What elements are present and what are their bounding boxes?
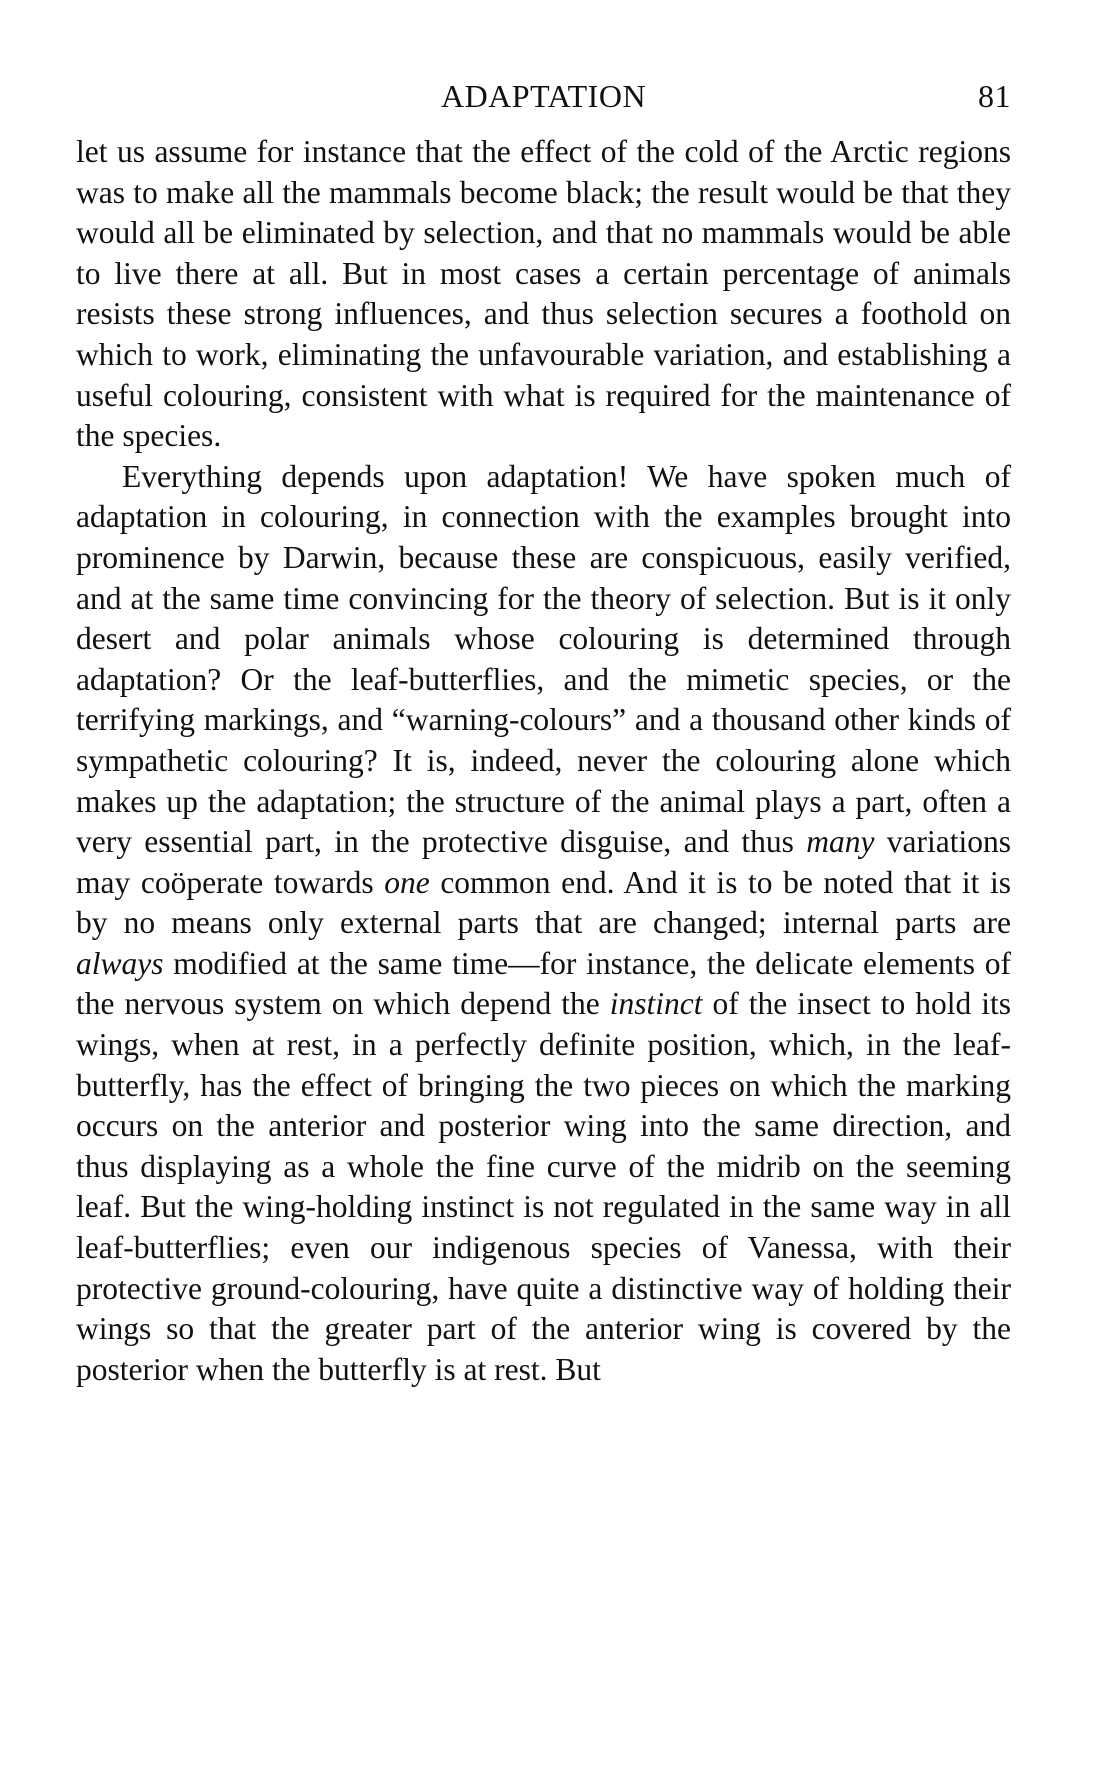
- paragraph-2-text-part-2: variations may coöperate towards: [76, 824, 1012, 900]
- running-header: [76, 78, 1011, 132]
- paragraph-2-text-part-4: modified at the same time—for instance, the delicate elements of the nervous system on which depend the: [76, 945, 1011, 1022]
- paragraph-1-text: let us assume for instance that the effect of the cold of the Arctic regions was to make all the mammals become black; the result would be that they would all be eliminated by selection, and that no mammals would be able to live there at all. But in most cases a certain percentage of animals resists these strong influences, and thus selection secures a foothold on which to work, eliminating the unfavourable variation, and establishing a useful colouring, consistent with what is required for the maintenance of the species.: [76, 134, 1011, 454]
- page-number: 81: [978, 78, 1011, 114]
- paragraph-adaptation: [76, 457, 1011, 1391]
- paragraph-2-text-part-1: Everything depends upon adaptation! We have spoken much of adaptation in colouring, in connection with the examples brought into prominence by Darwin, because these are conspicuous, easily verified, and at the same time convincing for the theory of selection. But is it only desert and polar animals whose colouring is determined through adaptation? Or the leaf-butterflies, and the mimetic species, or the terrifying markings, and “warning-colours” and a thousand other kinds of sympathetic colouring? It is, indeed, never the colouring alone which makes up the adaptation; the structure of the animal plays a part, often a very essential part, in the protective disguise, and thus: [76, 458, 1011, 860]
- book-page: [76, 78, 1011, 1390]
- italic-instinct: instinct: [609, 986, 703, 1022]
- italic-one: one: [384, 864, 430, 900]
- paragraph-2-text-part-5: of the insect to hold its wings, when at rest, in a perfectly definite position, which, in the leaf-butterfly, has the effect of bringing the two pieces on which the marking occurs on the anterior and posterior wing into the same direction, and thus displaying as a whole the fine curve of the midrib on the seeming leaf. But the wing-holding instinct is not regulated in the same way in all leaf-butterflies; even our indigenous species of Vanessa, with their protective ground-colouring, have quite a distinctive way of holding their wings so that the greater part of the anterior wing is covered by the posterior when the butterfly is at rest. But: [76, 986, 1011, 1387]
- italic-always: always: [76, 945, 164, 981]
- running-title: ADAPTATION: [440, 78, 647, 114]
- body-text: [76, 132, 1011, 1390]
- paragraph-continued: [76, 132, 1011, 457]
- paragraph-2-text-part-3: common end. And it is to be noted that it is by no means only external parts that are changed; internal parts are: [76, 864, 1011, 941]
- italic-many: many: [806, 824, 875, 860]
